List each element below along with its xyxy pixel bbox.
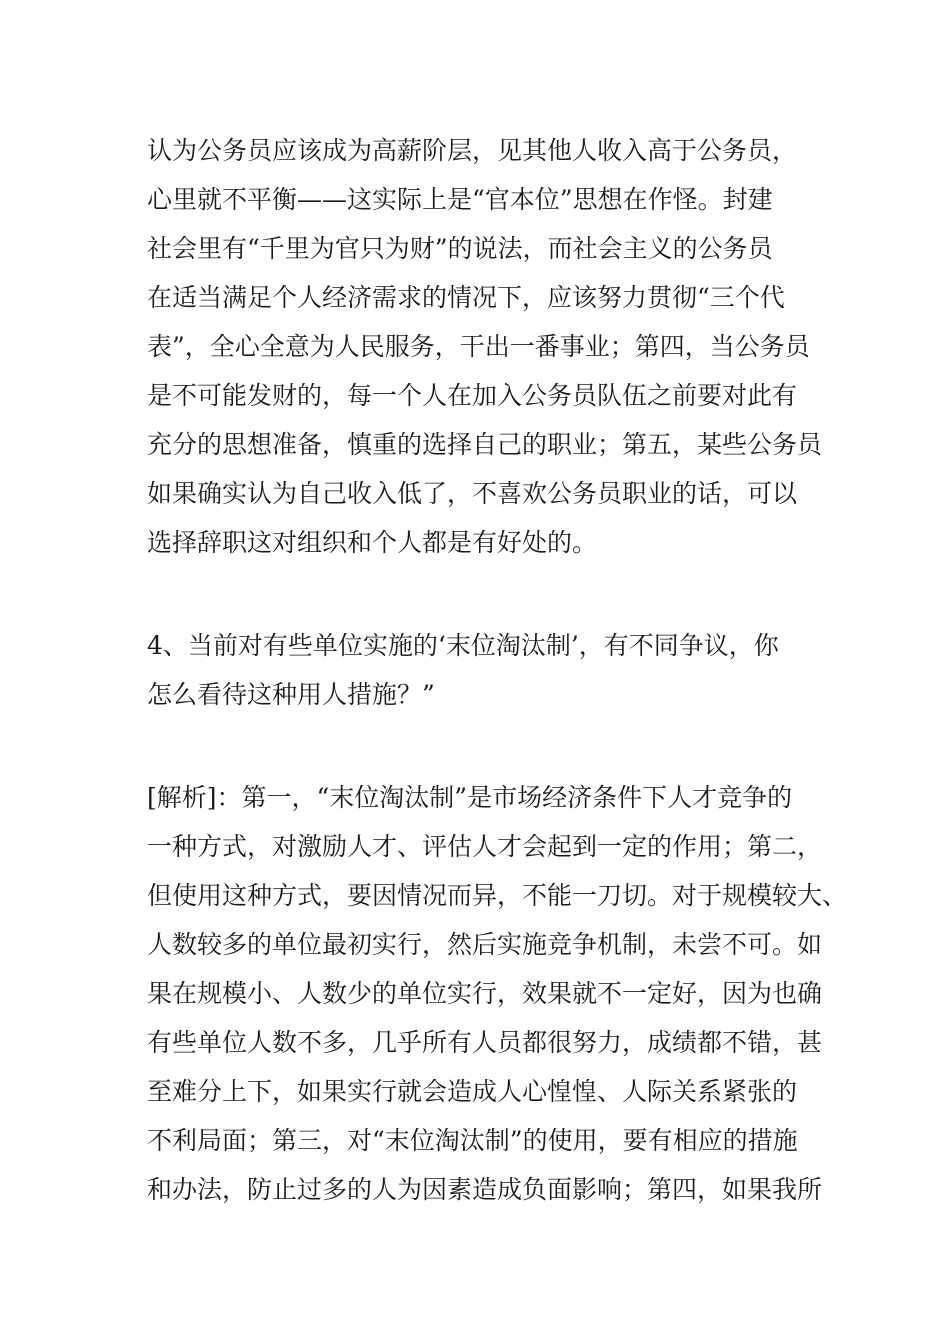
text-line: 是不可能发财的，每一个人在加入公务员队伍之前要对此有 <box>147 381 798 410</box>
analysis-line: 人数较多的单位最初实行，然后实施竞争机制，未尝不可。如 <box>147 930 823 959</box>
analysis-line: 但使用这种方式，要因情况而异，不能一刀切。对于规模较大、 <box>147 881 848 910</box>
analysis-line: 一种方式，对激励人才、评估人才会起到一定的作用；第二， <box>147 832 823 861</box>
analysis-line: 和办法，防止过多的人为因素造成负面影响；第四，如果我所 <box>147 1175 823 1204</box>
text-line: 选择辞职这对组织和个人都是有好处的。 <box>147 528 598 557</box>
text-line: 社会里有“千里为官只为财”的说法，而社会主义的公务员 <box>147 234 773 263</box>
text-line: 表”，全心全意为人民服务，干出一番事业；第四，当公务员 <box>147 332 810 361</box>
analysis-line: [解析]：第一，“末位淘汰制”是市场经济条件下人才竞争的 <box>147 783 793 812</box>
text-line: 认为公务员应该成为高薪阶层，见其他人收入高于公务员， <box>147 136 798 165</box>
text-line: 在适当满足个人经济需求的情况下，应该努力贯彻“三个代 <box>147 283 785 312</box>
analysis-line: 有些单位人数不多，几乎所有人员都很努力，成绩都不错，甚 <box>147 1028 823 1057</box>
analysis-line: 至难分上下，如果实行就会造成人心惶惶、人际关系紧张的 <box>147 1077 798 1106</box>
question-line: 4、当前对有些单位实施的‘末位淘汰制’，有不同争议，你 <box>147 631 779 660</box>
analysis-line: 不利局面；第三，对“末位淘汰制”的使用，要有相应的措施 <box>147 1126 798 1155</box>
text-line: 如果确实认为自己收入低了，不喜欢公务员职业的话，可以 <box>147 479 798 508</box>
text-line: 心里就不平衡——这实际上是“官本位”思想在作怪。封建 <box>147 185 773 214</box>
question-line: 怎么看待这种用人措施？” <box>147 680 435 709</box>
analysis-line: 果在规模小、人数少的单位实行，效果就不一定好，因为也确 <box>147 979 823 1008</box>
text-line: 充分的思想准备，慎重的选择自己的职业；第五，某些公务员 <box>147 430 823 459</box>
